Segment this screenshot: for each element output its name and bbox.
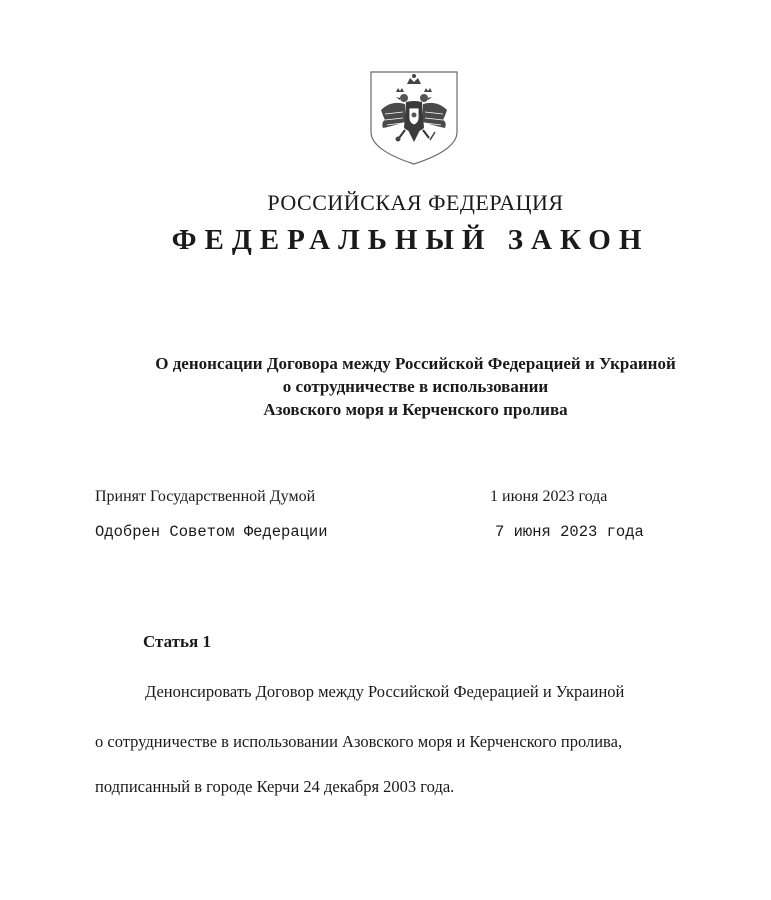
law-title-line: о сотрудничестве в использовании (282, 377, 549, 396)
russian-coat-of-arms-icon (369, 70, 459, 166)
law-title (0, 352, 771, 421)
document-type-heading: ФЕДЕРАЛЬНЫЙ ЗАКОН (171, 224, 650, 256)
law-title-line: Азовского моря и Керченского пролива (263, 400, 568, 419)
adoption-row-duma (95, 488, 608, 506)
adoption-date: 1 июня 2023 года (490, 488, 608, 505)
article-heading: Статья 1 (143, 632, 211, 651)
article-text-line: о сотрудничестве в использовании Азовского моря и Керченского пролива, (95, 732, 623, 751)
law-title-line: О денонсации Договора между Российской Федерацией и Украиной (155, 354, 676, 373)
country-heading: РОССИЙСКАЯ ФЕДЕРАЦИЯ (267, 190, 564, 215)
adoption-label: Одобрен Советом Федерации (95, 523, 328, 541)
article-text-line: подписанный в городе Керчи 24 декабря 2003 года. (95, 777, 455, 796)
adoption-date: 7 июня 2023 года (495, 523, 644, 541)
adoption-row-council (95, 523, 644, 541)
article-text-line: Денонсировать Договор между Российской Федерацией и Украиной (145, 682, 625, 701)
adoption-label: Принят Государственной Думой (95, 488, 316, 505)
